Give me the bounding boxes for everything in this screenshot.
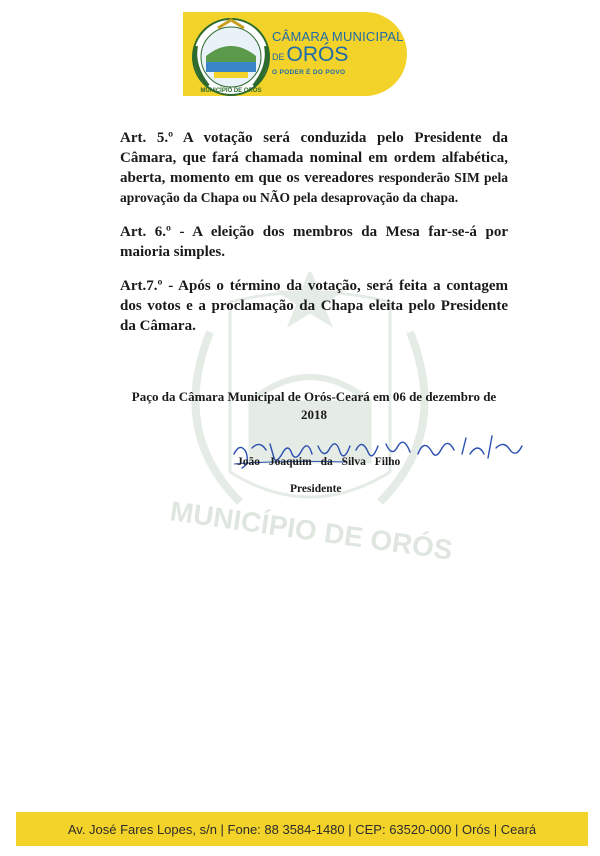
closing-location-date: Paço da Câmara Municipal de Orós-Ceará em 06 de dezembro de 2018 bbox=[131, 389, 497, 422]
article-6: Art. 6.º - A eleição dos membros da Mesa far-se-á por maioria simples. bbox=[120, 224, 508, 260]
brand-name-line2 bbox=[272, 44, 406, 66]
brand-de: DE bbox=[272, 52, 285, 62]
brand-block bbox=[272, 30, 406, 76]
article-7: Art.7.º - Após o término da votação, será feita a contagem dos votos e a proclamação da Chapa eleita pelo Presidente da Câmara. bbox=[120, 278, 508, 334]
seal-text: MUNICÍPIO DE ORÓS bbox=[200, 88, 262, 94]
article-5-text: Art. 5.º A votação será conduzida pelo Presidente da Câmara, que fará chamada nominal em ordem alfabética, aberta, momento em que os vereadores bbox=[120, 130, 508, 186]
footer-bar bbox=[16, 812, 588, 846]
document-body bbox=[120, 128, 508, 350]
brand-slogan: O PODER É DO POVO bbox=[272, 69, 346, 76]
watermark-text: MUNICÍPIO DE ORÓS bbox=[168, 495, 455, 566]
footer-address: Av. José Fares Lopes, s/n | Fone: 88 3584-1480 | CEP: 63520-000 | Orós | Ceará bbox=[67, 821, 537, 837]
article-5 bbox=[120, 128, 508, 208]
article-5-tail: responderão SIM pela aprovação da Chapa ou NÃO pela desaprovação da chapa. bbox=[120, 170, 508, 205]
brand-name-line1: CÂMARA MUNICIPAL bbox=[272, 29, 404, 44]
signatory-role: Presidente bbox=[290, 483, 342, 495]
handwritten-signature bbox=[226, 424, 526, 480]
municipal-seal-logo bbox=[188, 16, 274, 98]
signatory-name: João Joaquim da Silva Filho bbox=[237, 456, 401, 468]
brand-city: ORÓS bbox=[286, 43, 349, 66]
